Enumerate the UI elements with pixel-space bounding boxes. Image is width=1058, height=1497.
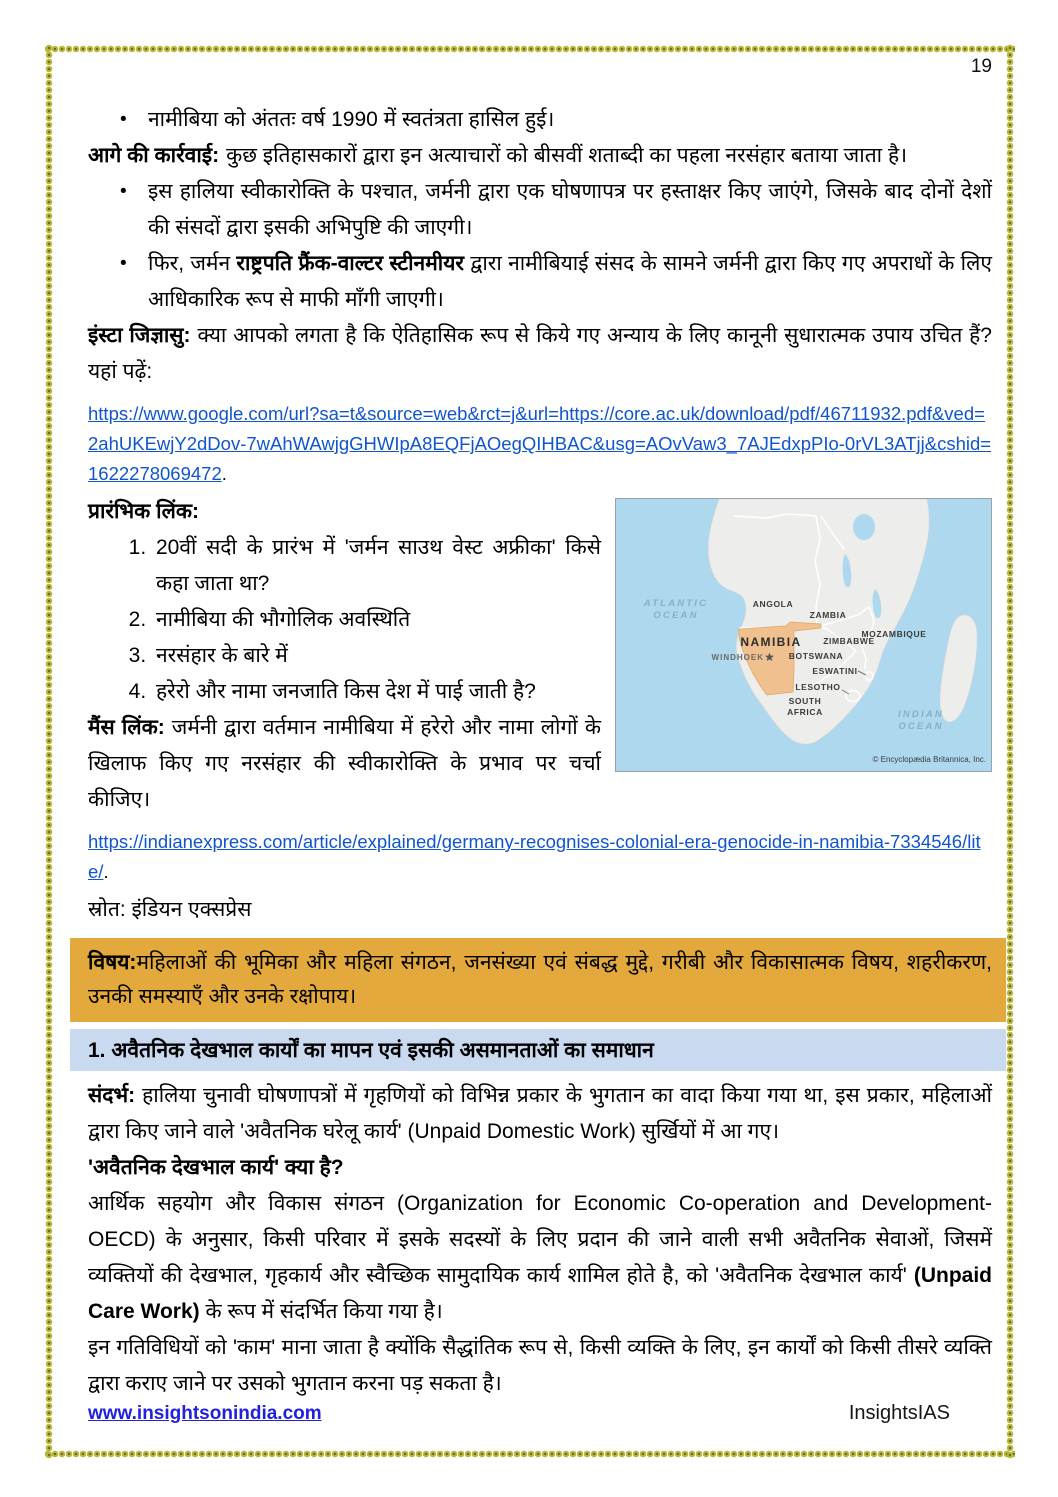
source-line: स्रोत: इंडियन एक्सप्रेस: [88, 898, 252, 921]
topic-highlight: [70, 938, 1006, 1022]
para-oecd-definition: [88, 1186, 992, 1330]
topic-text: महिलाओं की भूमिका और महिला संगठन, जनसंख्या एवं संबद्ध मुद्दे, गरीबी और विकासात्मक विषय, शहरीकरण, उनकी समस्याएँ और उनके रक्षोपाय।: [88, 951, 992, 1008]
apology-pre: फिर, जर्मन: [148, 252, 237, 275]
south-africa-label: SOUTH: [788, 696, 822, 706]
context-text: हालिया चुनावी घोषणापत्रों में गृहणियों को विभिन्न प्रकार के भुगतान का वादा किया गया था, इस प्रकार, महिलाओं द्वारा किए जाने वाले 'अवैतनिक घरेलू कार्य' (Unpaid Domestic Work) सुर्खियों में आ गए।: [88, 1084, 992, 1143]
bullet-apology: [148, 246, 992, 318]
prelims-question-1: 1. 20वीं सदी के प्रारंभ में 'जर्मन साउथ वेस्ट अफ्रीका' किसे कहा जाता था?: [152, 530, 992, 602]
prelims-heading: प्रारंभिक लिंक:: [88, 500, 199, 523]
zambia-label: ZAMBIA: [809, 610, 847, 620]
next-steps-label: आगे की कार्रवाई:: [88, 144, 220, 167]
bullet-list-actions: [88, 174, 992, 318]
insta-text: क्या आपको लगता है कि ऐतिहासिक रूप से किये गए अन्याय के लिए कानूनी सुधारात्मक उपाय उचित हैं? यहां पढ़ें:: [88, 324, 992, 383]
windhoek-label: WINDHOEK: [711, 653, 764, 662]
zimbabwe-label: ZIMBABWE: [823, 636, 875, 646]
mains-label: मैंस लिंक:: [88, 716, 165, 739]
footer-brand: InsightsIAS: [848, 1402, 950, 1424]
prelims-and-map-section: [88, 494, 992, 818]
topic-label: विषय:: [88, 951, 137, 974]
next-steps-text: कुछ इतिहासकारों द्वारा इन अत्याचारों को बीसवीं शताब्दी का पहला नरसंहार बताया जाता है।: [226, 144, 908, 167]
south-africa-label-2: AFRICA: [787, 707, 823, 717]
unpaid-care-work-term: (Unpaid Care Work): [88, 1264, 992, 1323]
google-search-link[interactable]: https://www.google.com/url?sa=t&source=web&rct=j&url=https://core.ac.uk/download/pdf/46711932.pdf&ved=2ahUKEwjY2dDov-7wAhWAwjgGHWIpA8EQFjAOegQIHBAC&usg=AOvVaw3_7AJEdxpPIo-0rVL3ATjj&cshid=1622278069472: [88, 403, 992, 484]
mains-text: जर्मनी द्वारा वर्तमान नामीबिया में हरेरो और नामा लोगों के खिलाफ किए गए नरसंहार की स्वीकारोक्ति के प्रभाव पर चर्चा कीजिए।: [88, 716, 602, 811]
botswana-label: BOTSWANA: [788, 651, 844, 661]
oecd-post: के रूप में संदर्भित किया गया है।: [199, 1300, 443, 1323]
president-name: राष्ट्रपति फ्रैंक-वाल्टर स्टीनमीयर: [236, 252, 464, 275]
border-bottom: [44, 1449, 1015, 1459]
footer-site-link[interactable]: www.insightsonindia.com: [88, 1403, 322, 1424]
indianexpress-link[interactable]: https://indianexpress.com/article/explained/germany-recognises-colonial-era-genocide-in-namibia-7334546/lite/: [88, 831, 981, 882]
para-work-rationale: इन गतिविधियों को 'काम' माना जाता है क्योंकि सैद्धांतिक रूप से, किसी व्यक्ति के लिए, इन कार्यों को किसी तीसरे व्यक्ति द्वारा कराए जाने पर उसको भुगतान करना पड़ सकता है।: [88, 1336, 992, 1395]
prelims-question-3: 3. नरसंहार के बारे में: [152, 638, 992, 674]
apology-post: द्वारा नामीबियाई संसद के सामने जर्मनी द्वारा किए गए अपराधों के लिए आधिकारिक रूप से माफी माँगी जाएगी।: [148, 252, 992, 311]
border-top: [44, 44, 1015, 54]
para-insta-curious: [88, 318, 992, 390]
atlantic-ocean-label: ATLANTIC: [643, 598, 709, 609]
bullet-independence: • नामीबिया को अंततः वर्ष 1990 में स्वतंत्रता हासिल हुई।: [148, 102, 992, 138]
map-image: [616, 499, 991, 771]
link2-period: .: [103, 861, 109, 882]
link1-period: .: [221, 463, 227, 484]
lesotho-label: LESOTHO: [795, 682, 841, 692]
namibia-label: NAMIBIA: [740, 635, 802, 649]
prelims-question-2: 2. नामीबिया की भौगोलिक अवस्थिति: [152, 602, 992, 638]
indianexpress-link-para: [88, 827, 992, 887]
page-content: [88, 102, 992, 1402]
oecd-pre: आर्थिक सहयोग और विकास संगठन (Organization for Economic Co-operation and Development- OECD) के अनुसार, किसी परिवार में इसके सदस्यों के लिए प्रदान की जाने वाली सभी अवैतनिक सेवाओं, जिसमें व्यक्तियों की देखभाल, गृहकार्य और स्वैच्छिक सामुदायिक कार्य शामिल होते है, को 'अवैतनिक देखभाल कार्य': [88, 1192, 992, 1287]
para-context: [88, 1078, 992, 1150]
britannica-copyright: © Encyclopædia Britannica, Inc.: [872, 755, 986, 764]
prelims-question-4: 4. हरेरो और नामा जनजाति किस देश में पाई जाती है?: [152, 674, 992, 710]
bullet-list-top: [88, 102, 992, 138]
article-heading: 1. अवैतनिक देखभाल कार्यों का मापन एवं इसकी असमानताओं का समाधान: [70, 1029, 1006, 1071]
indian-ocean-label-2: OCEAN: [898, 721, 944, 732]
atlantic-ocean-label-2: OCEAN: [653, 610, 699, 621]
angola-label: ANGOLA: [752, 599, 794, 609]
insta-label: इंस्टा जिज्ञासु:: [88, 324, 191, 347]
border-left: [44, 44, 54, 1459]
mozambique-label: MOZAMBIQUE: [861, 629, 927, 639]
para-next-steps: [88, 138, 992, 174]
indian-ocean-label: INDIAN: [898, 709, 944, 720]
page-number: 19: [970, 56, 992, 77]
southern-africa-map: [615, 498, 992, 772]
border-right: [1005, 44, 1015, 1459]
eswatini-label: ESWATINI: [812, 666, 858, 676]
question-heading: 'अवैतनिक देखभाल कार्य' क्या है?: [88, 1156, 344, 1179]
google-link-para: [88, 399, 992, 489]
bullet-declaration: • इस हालिया स्वीकारोक्ति के पश्चात, जर्मनी द्वारा एक घोषणापत्र पर हस्ताक्षर किए जाएंगे, जिसके बाद दोनों देशों की संसदों द्वारा इसकी अभिपुष्टि की जाएगी।: [148, 174, 992, 246]
page-footer: [88, 1402, 950, 1425]
context-label: संदर्भ:: [88, 1084, 136, 1107]
